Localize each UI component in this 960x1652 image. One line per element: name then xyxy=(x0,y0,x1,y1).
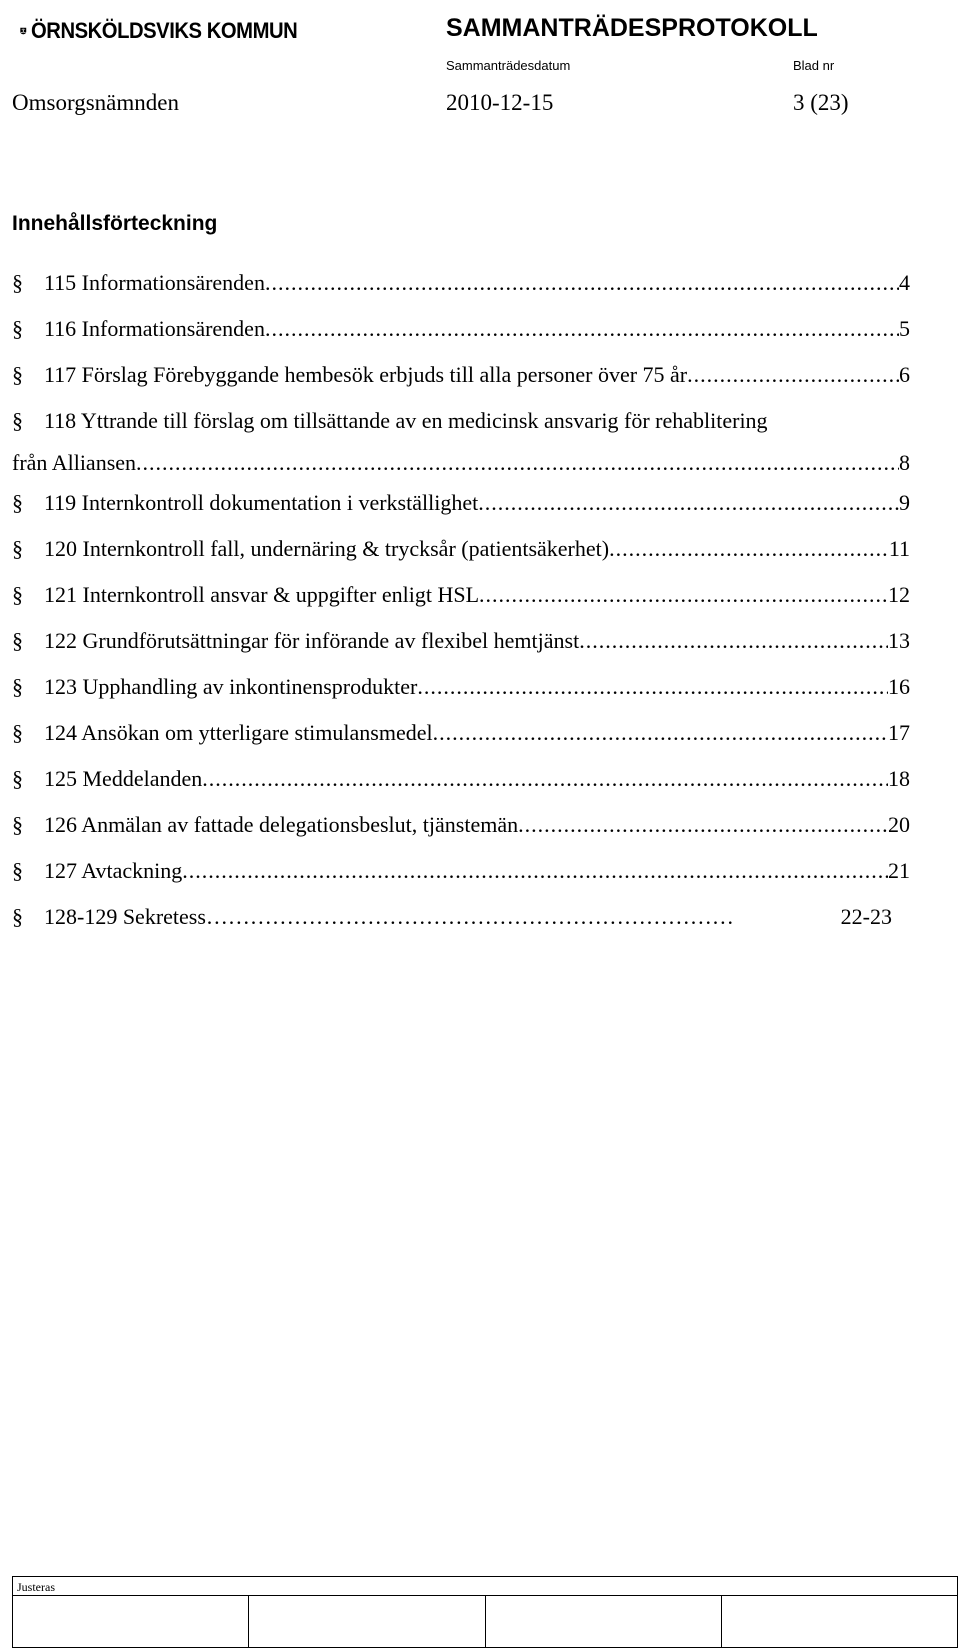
section-symbol: § xyxy=(12,766,23,791)
section-symbol: § xyxy=(12,490,23,515)
toc-item[interactable] xyxy=(12,270,910,316)
toc-item-text-continued: från Alliansen xyxy=(12,450,137,475)
signature-row xyxy=(13,1595,957,1647)
page-label: Blad nr xyxy=(793,58,835,73)
toc-item[interactable] xyxy=(12,582,910,628)
committee-name: Omsorgsnämnden xyxy=(12,90,179,115)
leader-dots xyxy=(579,628,888,654)
section-symbol: § xyxy=(12,858,23,883)
section-symbol: § xyxy=(12,316,23,341)
date-label: Sammanträdesdatum xyxy=(446,58,571,73)
toc-item-page: 22-23 xyxy=(840,904,892,929)
toc-item-page: 17 xyxy=(888,720,910,745)
table-of-contents xyxy=(12,270,910,950)
leader-dots xyxy=(479,582,888,608)
toc-item-text: 124 Ansökan om ytterligare stimulansmedel xyxy=(44,720,433,745)
toc-item-page: 20 xyxy=(888,812,910,837)
leader-dots xyxy=(518,812,888,838)
section-symbol: § xyxy=(12,812,23,837)
toc-item-page: 16 xyxy=(888,674,910,699)
toc-item-page: 21 xyxy=(888,858,910,883)
toc-item[interactable] xyxy=(12,812,910,858)
toc-item[interactable] xyxy=(12,858,910,904)
toc-item-page: 4 xyxy=(899,270,910,295)
toc-item-text: 121 Internkontroll ansvar & uppgifter enligt HSL xyxy=(44,582,480,607)
leader-dots xyxy=(136,450,899,476)
approval-label: Justeras xyxy=(17,1580,55,1594)
toc-item-text: 115 Informationsärenden xyxy=(44,270,265,295)
toc-item-page: 13 xyxy=(888,628,910,653)
leader-dots xyxy=(417,674,888,700)
section-symbol: § xyxy=(12,582,23,607)
section-symbol: § xyxy=(12,408,23,433)
toc-item-text: 117 Förslag Förebyggande hembesök erbjuds till alla personer över 75 år xyxy=(44,362,688,387)
toc-item[interactable] xyxy=(12,490,910,536)
toc-item-text: 122 Grundförutsättningar för införande av flexibel hemtjänst xyxy=(44,628,580,653)
toc-item-text: 123 Upphandling av inkontinensprodukter xyxy=(44,674,418,699)
signature-cell[interactable] xyxy=(486,1596,722,1647)
section-symbol: § xyxy=(12,362,23,387)
meeting-date: 2010-12-15 xyxy=(446,90,554,115)
toc-item[interactable] xyxy=(12,766,910,812)
page-number: 3 (23) xyxy=(793,90,849,115)
leader-dots xyxy=(687,362,899,388)
toc-title: Innehållsförteckning xyxy=(12,212,218,235)
toc-item-text: 120 Internkontroll fall, undernäring & trycksår (patientsäkerhet) xyxy=(44,536,610,561)
coat-of-arms-icon xyxy=(20,9,27,53)
toc-item-text: 125 Meddelanden xyxy=(44,766,203,791)
leader-dots xyxy=(206,904,841,930)
leader-dots xyxy=(202,766,888,792)
section-symbol: § xyxy=(12,536,23,561)
toc-item-text: 128-129 Sekretess xyxy=(44,904,206,929)
section-symbol: § xyxy=(12,270,23,295)
toc-item-page: 11 xyxy=(888,536,910,561)
toc-item[interactable] xyxy=(12,408,910,490)
toc-item-page: 6 xyxy=(899,362,910,387)
leader-dots xyxy=(478,490,899,516)
toc-item-text: 127 Avtackning xyxy=(44,858,183,883)
toc-item-page: 5 xyxy=(899,316,910,341)
leader-dots xyxy=(265,316,899,342)
municipality-logo xyxy=(20,8,320,54)
toc-item-page: 18 xyxy=(888,766,910,791)
toc-item-page: 8 xyxy=(899,450,910,475)
leader-dots xyxy=(265,270,899,296)
section-symbol: § xyxy=(12,904,23,929)
toc-item[interactable] xyxy=(12,720,910,766)
toc-item[interactable] xyxy=(12,904,892,950)
approval-box xyxy=(12,1576,958,1648)
section-symbol: § xyxy=(12,628,23,653)
toc-item-text: 118 Yttrande till förslag om tillsättande av en medicinsk ansvarig för rehablitering xyxy=(44,408,768,433)
leader-dots xyxy=(182,858,888,884)
toc-item-text: 116 Informationsärenden xyxy=(44,316,265,341)
signature-cell[interactable] xyxy=(13,1596,249,1647)
toc-item[interactable] xyxy=(12,674,910,720)
toc-item-text: 126 Anmälan av fattade delegationsbeslut, tjänstemän xyxy=(44,812,519,837)
document-type: SAMMANTRÄDESPROTOKOLL xyxy=(446,14,818,42)
toc-item[interactable] xyxy=(12,362,910,408)
toc-item-page: 12 xyxy=(888,582,910,607)
org-name: ÖRNSKÖLDSVIKS KOMMUN xyxy=(30,18,297,43)
section-symbol: § xyxy=(12,720,23,745)
toc-item-text: 119 Internkontroll dokumentation i verkställighet xyxy=(44,490,479,515)
signature-cell[interactable] xyxy=(722,1596,957,1647)
signature-cell[interactable] xyxy=(249,1596,485,1647)
toc-item[interactable] xyxy=(12,628,910,674)
toc-item-page: 9 xyxy=(899,490,910,515)
leader-dots xyxy=(433,720,888,746)
toc-item[interactable] xyxy=(12,316,910,362)
leader-dots xyxy=(609,536,889,562)
section-symbol: § xyxy=(12,674,23,699)
toc-item[interactable] xyxy=(12,536,910,582)
